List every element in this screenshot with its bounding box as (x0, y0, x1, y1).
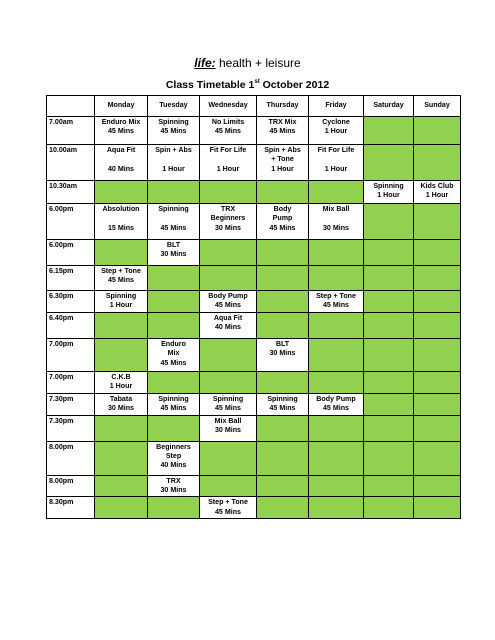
empty-slot-cell (364, 475, 414, 497)
class-cell (257, 204, 309, 240)
class-detail: 1 Hour (162, 164, 185, 173)
empty-slot-cell (257, 312, 309, 338)
empty-slot-cell (364, 415, 414, 441)
empty-slot-cell (364, 145, 414, 181)
timetable-row (47, 240, 461, 266)
day-header: Friday (309, 96, 364, 117)
empty-slot-cell (309, 371, 364, 393)
class-cell (309, 145, 364, 181)
class-name: Aqua Fit (106, 146, 136, 154)
empty-slot-cell (309, 497, 364, 519)
time-slot: 7.00pm (47, 338, 95, 371)
empty-slot-cell (414, 441, 461, 475)
time-slot: 6.15pm (47, 266, 95, 291)
empty-slot-cell (95, 240, 148, 266)
class-cell (200, 117, 257, 145)
page-title (0, 76, 495, 92)
title-tail: October 2012 (259, 79, 330, 91)
day-header: Sunday (414, 96, 461, 117)
time-slot: 6.00pm (47, 204, 95, 240)
class-detail: 1 Hour (425, 191, 449, 200)
timetable-row (47, 371, 461, 393)
class-cell (95, 291, 148, 313)
class-name: Beginners (156, 442, 191, 451)
brand-line (0, 56, 495, 70)
class-detail: 40 Mins (107, 164, 135, 173)
empty-slot-cell (95, 475, 148, 497)
timetable-row (47, 475, 461, 497)
empty-slot-cell (309, 240, 364, 266)
class-cell (257, 145, 309, 181)
class-cell (95, 145, 148, 181)
time-slot: 7.30pm (47, 415, 95, 441)
timetable-row (47, 145, 461, 181)
time-slot: 8.30pm (47, 497, 95, 519)
empty-slot-cell (364, 441, 414, 475)
empty-slot-cell (364, 497, 414, 519)
class-cell (309, 117, 364, 145)
corner-cell (47, 96, 95, 117)
class-cell (200, 312, 257, 338)
empty-slot-cell (309, 475, 364, 497)
timetable-row (47, 266, 461, 291)
class-cell (95, 393, 148, 415)
class-detail: Step (165, 452, 182, 461)
class-name: Enduro (161, 339, 186, 348)
class-detail: 30 Mins (269, 349, 296, 358)
empty-slot-cell (257, 291, 309, 313)
empty-slot-cell (257, 415, 309, 441)
class-cell (257, 338, 309, 371)
class-cell (200, 204, 257, 240)
empty-slot-cell (95, 497, 148, 519)
page-header (0, 56, 495, 92)
time-slot: 7.00pm (47, 371, 95, 393)
empty-slot-cell (200, 240, 257, 266)
empty-slot-cell (364, 240, 414, 266)
class-cell (200, 291, 257, 313)
empty-slot-cell (95, 338, 148, 371)
class-cell (309, 291, 364, 313)
empty-slot-cell (364, 312, 414, 338)
brand-logo: life: (194, 56, 216, 70)
empty-slot-cell (414, 475, 461, 497)
empty-slot-cell (148, 415, 200, 441)
class-cell (200, 497, 257, 519)
class-name: Spinning (105, 292, 137, 300)
empty-slot-cell (414, 338, 461, 371)
empty-slot-cell (414, 415, 461, 441)
empty-slot-cell (95, 181, 148, 204)
empty-slot-cell (309, 266, 364, 291)
empty-slot-cell (200, 338, 257, 371)
class-cell (257, 117, 309, 145)
line-spacer (201, 155, 255, 164)
class-name: Spinning (212, 394, 244, 403)
class-cell (148, 240, 200, 266)
day-header: Thursday (257, 96, 309, 117)
empty-slot-cell (257, 497, 309, 519)
class-name: TRX (220, 205, 236, 213)
class-name: Enduro Mix (101, 118, 141, 126)
empty-slot-cell (364, 291, 414, 313)
empty-slot-cell (414, 145, 461, 181)
class-name: Spinning (267, 394, 298, 403)
title-main: Class Timetable 1 (165, 79, 255, 91)
class-cell (200, 145, 257, 181)
timetable-row (47, 441, 461, 475)
timetable-row (47, 338, 461, 371)
class-detail: 45 Mins (160, 223, 187, 232)
brand-text: health + leisure (218, 56, 301, 70)
class-detail: 1 Hour (271, 164, 294, 173)
line-spacer (310, 155, 362, 164)
line-spacer (310, 214, 362, 223)
class-detail: 15 Mins (107, 223, 135, 232)
empty-slot-cell (414, 291, 461, 313)
empty-slot-cell (364, 204, 414, 240)
empty-slot-cell (414, 312, 461, 338)
class-name: TRX Mix (268, 118, 297, 126)
class-cell (364, 181, 414, 204)
class-detail: 45 Mins (214, 507, 242, 516)
class-detail: 45 Mins (322, 404, 350, 413)
class-detail: 30 Mins (322, 223, 350, 232)
empty-slot-cell (95, 312, 148, 338)
class-name: TRX (166, 476, 181, 485)
class-name: Step + Tone (316, 292, 356, 300)
day-header: Wednesday (200, 96, 257, 117)
empty-slot-cell (257, 266, 309, 291)
class-cell (200, 415, 257, 441)
class-name: Spinning (373, 182, 404, 190)
timetable-row (47, 204, 461, 240)
empty-slot-cell (148, 291, 200, 313)
line-spacer (149, 214, 198, 223)
timetable-row (47, 181, 461, 204)
class-name: BLT (275, 339, 290, 348)
class-cell (309, 204, 364, 240)
class-cell (95, 371, 148, 393)
timetable-row (47, 117, 461, 145)
empty-slot-cell (309, 441, 364, 475)
empty-slot-cell (364, 338, 414, 371)
class-detail: 45 Mins (269, 223, 296, 232)
class-cell (309, 393, 364, 415)
empty-slot-cell (364, 117, 414, 145)
empty-slot-cell (257, 475, 309, 497)
class-cell (257, 393, 309, 415)
time-slot: 6.00pm (47, 240, 95, 266)
class-name: Spin + Abs (155, 146, 192, 154)
class-detail: 45 Mins (269, 127, 296, 136)
empty-slot-cell (257, 181, 309, 204)
empty-slot-cell (200, 266, 257, 291)
class-detail: 45 Mins (214, 404, 242, 413)
timetable-row (47, 291, 461, 313)
class-name: Spinning (158, 394, 189, 403)
class-detail: 30 Mins (160, 250, 187, 259)
class-detail: 45 Mins (269, 404, 296, 413)
class-cell (148, 475, 200, 497)
class-name: No Limits (211, 118, 245, 126)
class-name: BLT (166, 241, 181, 249)
class-cell (414, 181, 461, 204)
class-cell (148, 145, 200, 181)
time-slot: 8.00pm (47, 441, 95, 475)
empty-slot-cell (364, 393, 414, 415)
class-name: Spinning (158, 118, 189, 126)
class-name: Absolution (102, 205, 140, 213)
empty-slot-cell (414, 117, 461, 145)
class-detail: 1 Hour (324, 127, 348, 136)
class-name: Body Pump (316, 394, 356, 403)
empty-slot-cell (414, 240, 461, 266)
class-name: Fit For Life (209, 146, 247, 154)
empty-slot-cell (148, 497, 200, 519)
class-name: C.K.B (111, 372, 131, 381)
class-detail: 1 Hour (324, 164, 348, 173)
empty-slot-cell (200, 441, 257, 475)
class-name: Step + Tone (101, 267, 141, 275)
class-detail: 1 Hour (377, 191, 400, 200)
empty-slot-cell (95, 415, 148, 441)
class-detail: 40 Mins (160, 461, 187, 470)
day-header: Saturday (364, 96, 414, 117)
class-detail: 45 Mins (322, 301, 350, 310)
class-detail: 45 Mins (107, 127, 135, 136)
time-slot: 6.30pm (47, 291, 95, 313)
time-slot: 7.30pm (47, 393, 95, 415)
time-slot: 10.00am (47, 145, 95, 181)
line-spacer (96, 214, 146, 223)
time-slot: 8.00pm (47, 475, 95, 497)
class-cell (200, 393, 257, 415)
empty-slot-cell (414, 497, 461, 519)
class-name: Kids Club (420, 182, 454, 190)
class-name: Fit For Life (317, 146, 355, 154)
empty-slot-cell (414, 204, 461, 240)
class-name: Cyclone (322, 118, 350, 126)
class-name: Spinning (158, 205, 189, 213)
timetable-row (47, 497, 461, 519)
class-detail: 45 Mins (214, 301, 242, 310)
empty-slot-cell (414, 266, 461, 291)
class-detail: 30 Mins (214, 426, 242, 435)
title-superscript: st (254, 79, 260, 85)
class-detail: 45 Mins (160, 404, 187, 413)
class-detail: 40 Mins (214, 323, 242, 332)
class-cell (95, 117, 148, 145)
class-detail: 30 Mins (160, 486, 187, 495)
class-detail: 30 Mins (214, 223, 242, 232)
class-detail: 45 Mins (160, 127, 187, 136)
class-name: Mix Ball (214, 416, 242, 425)
class-detail: 45 Mins (107, 276, 135, 285)
class-cell (95, 204, 148, 240)
line-spacer (96, 155, 146, 164)
empty-slot-cell (309, 415, 364, 441)
class-detail: 45 Mins (214, 127, 242, 136)
empty-slot-cell (200, 371, 257, 393)
empty-slot-cell (257, 240, 309, 266)
class-detail: 1 Hour (109, 301, 133, 310)
class-cell (148, 117, 200, 145)
class-detail: + Tone (271, 155, 294, 164)
empty-slot-cell (309, 338, 364, 371)
timetable (46, 95, 461, 519)
time-slot: 7.00am (47, 117, 95, 145)
empty-slot-cell (364, 371, 414, 393)
class-name: Mix Ball (322, 205, 350, 213)
empty-slot-cell (148, 266, 200, 291)
class-cell (95, 266, 148, 291)
day-header-row (47, 96, 461, 117)
class-name: Body Pump (208, 292, 248, 300)
empty-slot-cell (257, 371, 309, 393)
class-detail: 30 Mins (107, 404, 135, 413)
class-cell (148, 441, 200, 475)
class-name: Body (273, 205, 292, 213)
timetable-row (47, 312, 461, 338)
class-name: Spin + Abs (264, 146, 301, 154)
class-cell (148, 393, 200, 415)
timetable-row (47, 393, 461, 415)
empty-slot-cell (148, 371, 200, 393)
empty-slot-cell (364, 266, 414, 291)
empty-slot-cell (309, 312, 364, 338)
class-cell (148, 338, 200, 371)
class-name: Tabata (109, 394, 133, 403)
empty-slot-cell (414, 393, 461, 415)
class-detail: Mix (167, 349, 180, 358)
empty-slot-cell (200, 181, 257, 204)
empty-slot-cell (414, 371, 461, 393)
time-slot: 10.30am (47, 181, 95, 204)
class-detail: 45 Mins (160, 358, 187, 367)
empty-slot-cell (95, 441, 148, 475)
class-detail: 1 Hour (216, 164, 240, 173)
empty-slot-cell (309, 181, 364, 204)
empty-slot-cell (148, 181, 200, 204)
empty-slot-cell (257, 441, 309, 475)
class-detail: Pump (272, 214, 293, 223)
line-spacer (149, 155, 198, 164)
class-detail: 1 Hour (109, 382, 133, 391)
timetable-row (47, 415, 461, 441)
class-name: Aqua Fit (213, 313, 243, 322)
empty-slot-cell (200, 475, 257, 497)
class-cell (148, 204, 200, 240)
time-slot: 6.40pm (47, 312, 95, 338)
empty-slot-cell (148, 312, 200, 338)
class-detail: Beginners (210, 214, 246, 223)
day-header: Monday (95, 96, 148, 117)
day-header: Tuesday (148, 96, 200, 117)
class-name: Step + Tone (208, 498, 248, 507)
